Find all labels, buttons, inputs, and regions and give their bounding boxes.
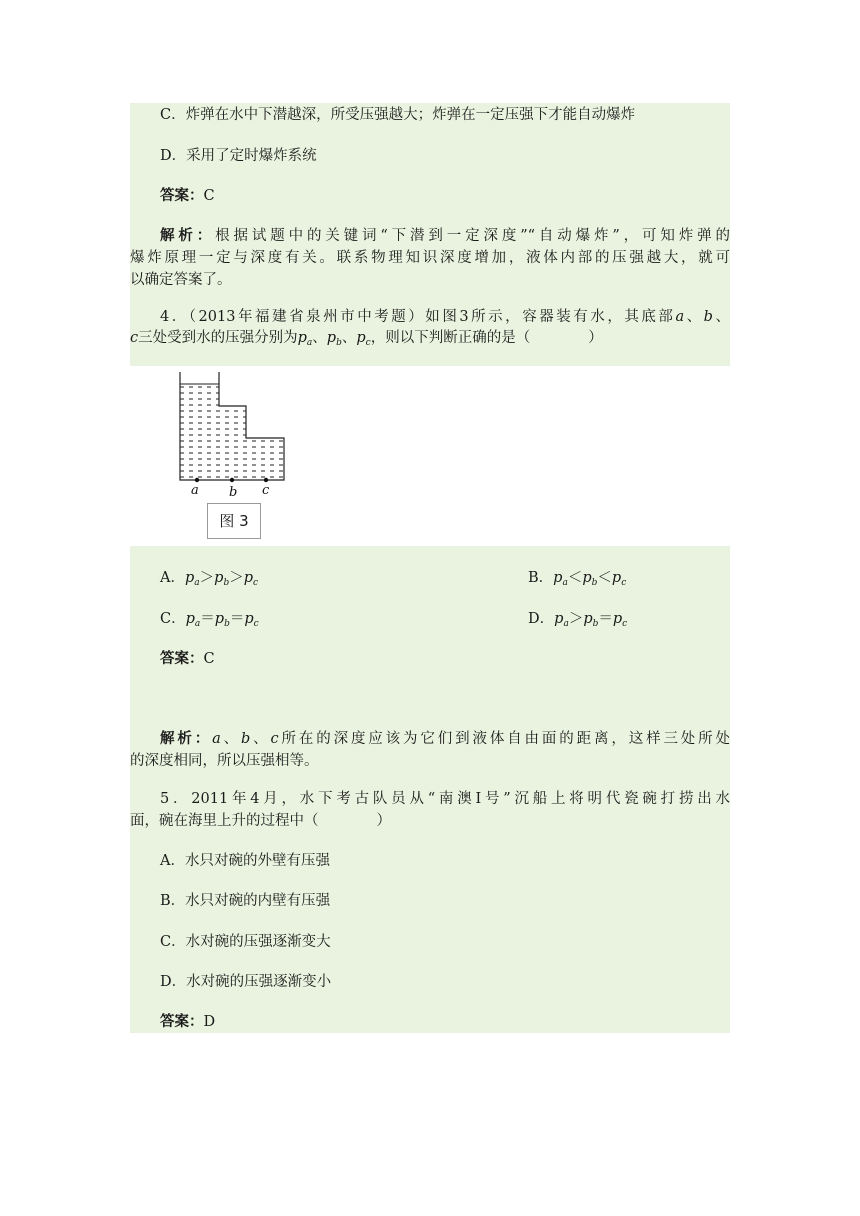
subscript-b: b [336,338,342,348]
subscript-a: a [306,338,313,348]
point-c-dot [264,478,268,482]
q4-option-a: A．$p_a>p_b>p_c$ [160,570,259,588]
q3-analysis-line-3: 以确定答案了。 [130,272,232,288]
analysis-label: 解析： [160,227,216,244]
q5-option-a: A．水只对碗的外壁有压强 [160,853,330,869]
q4-stem-text: 三处受到水的压强分别为 [138,330,298,346]
q5-answer [130,1011,730,1033]
q3-option-d: D．采用了定时爆炸系统 [160,148,317,164]
q4-option-c: C．$p_a=p_b=p_c$ [160,611,259,629]
q4-stem-line-1 [130,306,730,328]
q4-option-d: D．$p_a>p_b=p_c$ [528,611,628,629]
figure-caption: 图 3 [207,503,261,539]
point-c-label: c [262,483,270,498]
point-b-dot [230,478,234,482]
answer-value: C [203,651,215,667]
q4-analysis-line-1: 解析：a、b、c所在的深度应该为它们到液体自由面的距离，这样三处所处 [160,730,731,747]
point-b-label: b [229,485,238,500]
pressure-symbol: p [326,330,337,346]
q4-sep: 、 [341,330,357,346]
q4-sep: 、 [312,330,327,346]
q5-stem-line-1: 5．2011年4月，水下考古队员从“南澳Ⅰ号”沉船上将明代瓷碗打捞出水 [160,791,730,807]
q4-point-a: a [675,309,685,325]
q4-answer [130,648,730,670]
analysis-label: 解析： [160,730,213,747]
q4-sep: 、 [712,309,730,325]
answer-value: D [203,1014,216,1030]
q4-stem-text: 4．（2013年福建省泉州市中考题）如图3所示，容器装有水，其底部 [160,309,676,325]
answer-label: 答案： [160,1013,204,1030]
answer-label: 答案： [160,650,204,667]
pressure-symbol: p [356,330,366,346]
q4-sep: 、 [684,309,704,325]
q4-analysis-line-2: 的深度相同，所以压强相等。 [130,753,319,769]
q3-analysis-line-1 [130,225,730,247]
subscript-c: c [365,338,371,348]
q3-option-c: C．炸弹在水中下潜越深，所受压强越大；炸弹在一定压强下才能自动爆炸 [160,107,636,123]
answer-value: C [203,188,215,204]
q5-stem-line-2: 面，碗在海里上升的过程中（ ） [130,813,391,829]
analysis-text: 根据试题中的关键词“下潜到一定深度”“自动爆炸”，可知炸弹的 [215,228,731,244]
answer-label: 答案： [160,187,204,204]
q4-option-b: B．$p_a<p_b<p_c$ [528,570,627,588]
q5-option-d: D．水对碗的压强逐渐变小 [160,974,332,990]
point-a-dot [195,478,199,482]
q4-stem-text: ，则以下判断正确的是（ ） [370,330,603,346]
q3-answer [130,185,730,207]
q4-stem-line-2 [130,327,730,354]
q5-option-c: C．水对碗的压强逐渐变大 [160,934,331,950]
water-body [180,384,284,480]
q3-analysis-line-2: 爆炸原理一定与深度有关。联系物理知识深度增加，液体内部的压强越大，就可 [130,250,730,266]
point-a-label: a [191,483,199,498]
q5-option-b: B．水只对碗的内壁有压强 [160,893,331,909]
q4-point-b: b [703,309,713,325]
pressure-symbol: p [297,330,307,346]
q4-point-c: c [130,330,139,346]
